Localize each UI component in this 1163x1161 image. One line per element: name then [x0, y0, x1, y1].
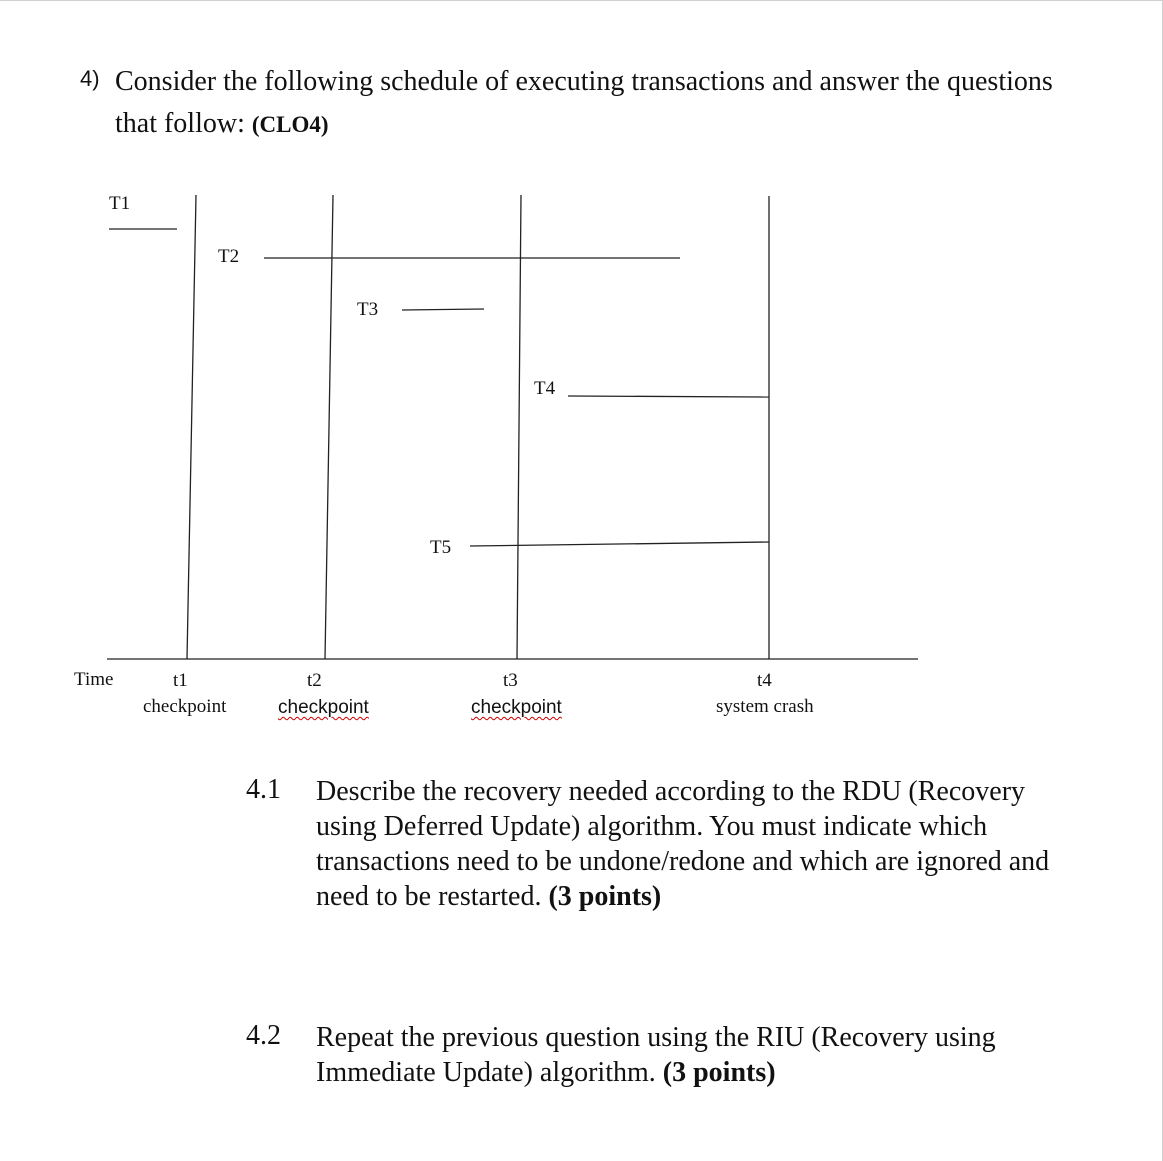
- transaction-label-t3: T3: [357, 299, 379, 320]
- clo-tag: (CLO4): [251, 112, 329, 137]
- transaction-label-t1: T1: [109, 193, 131, 214]
- subquestion-text-4-2: [316, 1020, 1136, 1090]
- subquestion-4-1-line2: using Deferred Update) algorithm. You must indicate which: [316, 811, 988, 842]
- subquestion-4-2-line2-text: Immediate Update) algorithm.: [316, 1057, 656, 1088]
- tick-time-t3: t3: [503, 670, 518, 691]
- subquestion-4-2-line2: [316, 1055, 1136, 1090]
- checkpoint-line-t1: [187, 195, 196, 659]
- transaction-label-t2: T2: [218, 246, 240, 267]
- transaction-bar-t4: [568, 396, 769, 397]
- checkpoint-line-t3: [517, 195, 521, 659]
- subquestion-4-1-line1: Describe the recovery needed according to the RDU (Recovery: [316, 776, 1026, 807]
- transaction-label-t5: T5: [430, 537, 452, 558]
- subquestion-number-4-1: 4.1: [246, 774, 281, 805]
- tick-time-t4: t4: [757, 670, 772, 691]
- transaction-bar-t3: [402, 309, 484, 310]
- time-axis-label: Time: [74, 669, 114, 690]
- question-text-line2-body: that follow:: [115, 108, 245, 139]
- tick-time-t2: t2: [307, 670, 322, 691]
- subquestion-number-4-2: 4.2: [246, 1020, 281, 1051]
- tick-time-t1: t1: [173, 670, 188, 691]
- transaction-bar-t5: [470, 542, 769, 546]
- tick-event-t3: checkpoint: [471, 697, 562, 718]
- subquestion-4-1-line3: transactions need to be undone/redone and which are ignored and: [316, 846, 1050, 877]
- question-number: 4): [80, 66, 100, 91]
- subquestion-4-2-line1: Repeat the previous question using the RIU (Recovery using: [316, 1022, 996, 1053]
- tick-event-t4: system crash: [716, 696, 814, 717]
- tick-event-t2: checkpoint: [278, 697, 369, 718]
- tick-event-t1: checkpoint: [143, 696, 227, 717]
- points-badge-4-2: (3 points): [662, 1057, 776, 1088]
- subquestion-4-1-line4: [316, 879, 1136, 914]
- checkpoint-line-t2: [325, 195, 333, 659]
- points-badge-4-1: (3 points): [548, 881, 662, 912]
- transaction-label-t4: T4: [534, 378, 556, 399]
- subquestion-4-1-line4-text: need to be restarted.: [316, 881, 542, 912]
- question-text-line1: Consider the following schedule of executing transactions and answer the questions: [115, 66, 1053, 97]
- subquestion-text-4-1: [316, 774, 1136, 914]
